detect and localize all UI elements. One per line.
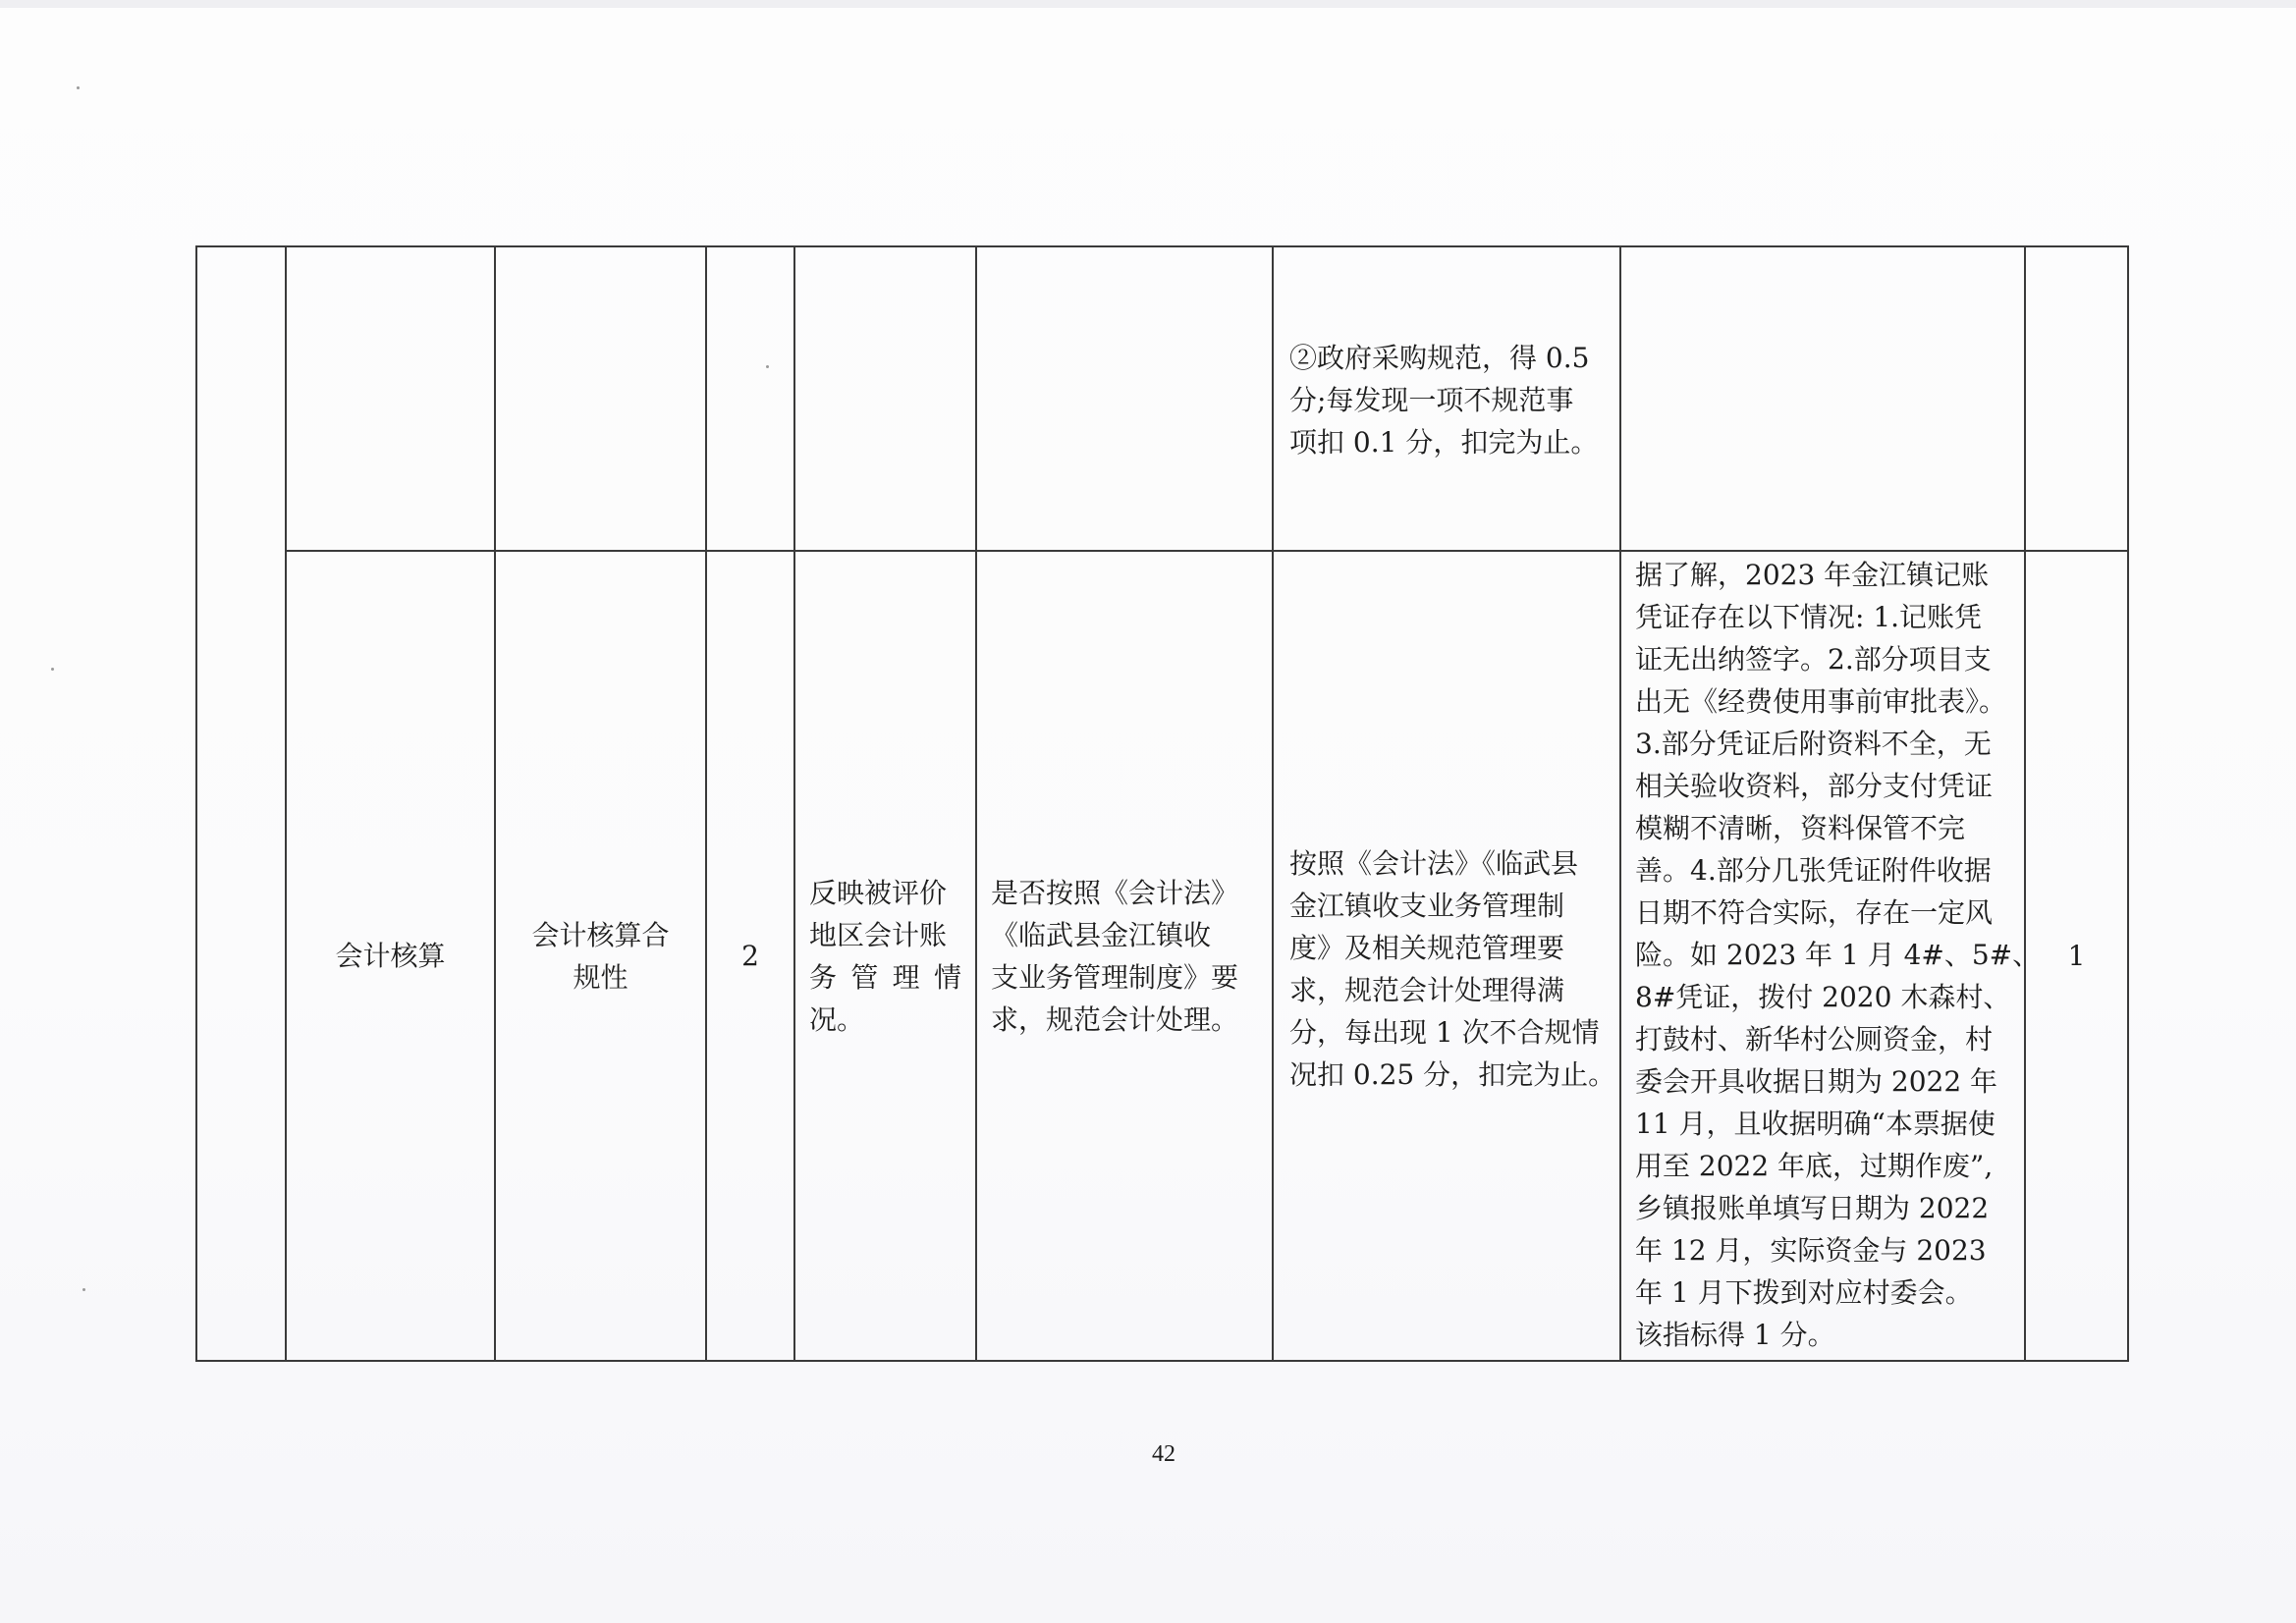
criteria-cell [976, 246, 1273, 551]
findings-cell [1620, 246, 2025, 551]
findings-line: 凭证存在以下情况: 1.记账凭 [1635, 601, 1983, 633]
explanation-line: 务 管 理 情 [809, 960, 961, 994]
scan-speck [82, 1288, 85, 1291]
findings-line: 打鼓村、新华村公厕资金，村 [1635, 1023, 1994, 1055]
findings-line: 11 月，且收据明确“本票据使 [1635, 1108, 1995, 1140]
standard-line: 分，每出现 1 次不合规情 [1289, 1015, 1600, 1049]
scan-speck [77, 86, 80, 89]
findings-line: 证无出纳签字。2.部分项目支 [1635, 643, 1992, 676]
indicator-label: 会计核算合规性 [531, 918, 670, 994]
weight-value: 2 [741, 940, 759, 972]
standard-cell [1273, 246, 1620, 551]
criteria-line: 支业务管理制度》要 [991, 960, 1239, 994]
category-label: 会计核算 [335, 940, 446, 972]
scan-top-edge [0, 0, 2296, 8]
criteria-line: 是否按照《会计法》 [991, 876, 1239, 909]
explanation-line: 地区会计账 [809, 918, 948, 951]
standard-line: 项扣 0.1 分，扣完为止。 [1289, 425, 1599, 459]
findings-line: 3.部分凭证后附资料不全，无 [1635, 728, 1992, 760]
evaluation-table [195, 245, 2129, 1362]
findings-line: 乡镇报账单填写日期为 2022 [1635, 1192, 1990, 1224]
indicator-cell [495, 246, 706, 551]
criteria-cell [976, 551, 1273, 1361]
standard-line: 金江镇收支业务管理制 [1289, 889, 1565, 922]
standard-line: 分;每发现一项不规范事 [1289, 383, 1574, 416]
weight-cell [706, 246, 794, 551]
findings-line: 年 1 月下拨到对应村委会。 [1635, 1276, 1973, 1309]
findings-line: 出无《经费使用事前审批表》。 [1635, 685, 2007, 718]
indicator-cell [495, 551, 706, 1361]
score-value: 1 [2067, 940, 2086, 972]
standard-cell [1273, 551, 1620, 1361]
findings-line: 委会开具收据日期为 2022 年 [1635, 1065, 1998, 1098]
findings-line: 相关验收资料，部分支付凭证 [1635, 770, 1994, 802]
criteria-line: 《临武县金江镇收 [991, 918, 1212, 951]
findings-line: 该指标得 1 分。 [1635, 1319, 1835, 1351]
findings-line: 据了解，2023 年金江镇记账 [1635, 559, 1990, 591]
findings-line: 年 12 月，实际资金与 2023 [1635, 1234, 1987, 1267]
standard-line: 况扣 0.25 分，扣完为止。 [1289, 1057, 1616, 1091]
findings-line: 日期不符合实际，存在一定风 [1635, 896, 1994, 929]
category-cell [286, 246, 495, 551]
findings-line: 模糊不清晰，资料保管不完 [1635, 812, 1966, 844]
explanation-cell [794, 246, 976, 551]
level1-category-cell [196, 246, 286, 1361]
explanation-line: 反映被评价 [809, 876, 948, 909]
scan-speck [51, 668, 54, 671]
standard-line: 度》及相关规范管理要 [1289, 931, 1565, 964]
findings-line: 善。4.部分几张凭证附件收据 [1635, 854, 1992, 887]
explanation-cell [794, 551, 976, 1361]
page-number: 42 [1152, 1441, 1175, 1467]
findings-line: 用至 2022 年底，过期作废”, [1635, 1150, 1994, 1182]
explanation-line: 况。 [809, 1002, 865, 1036]
weight-cell [706, 551, 794, 1361]
score-cell [2025, 246, 2128, 551]
findings-line: 险。如 2023 年 1 月 4#、5#、 [1635, 939, 2041, 971]
standard-line: 求，规范会计处理得满 [1289, 973, 1565, 1006]
criteria-line: 求，规范会计处理。 [991, 1002, 1239, 1036]
findings-cell [1620, 551, 2041, 1361]
findings-line: 8#凭证，拨付 2020 木森村、 [1635, 981, 2011, 1013]
standard-line: 按照《会计法》《临武县 [1289, 846, 1579, 880]
table-row [196, 551, 2128, 1361]
table-row [196, 246, 2128, 551]
standard-line: ②政府采购规范，得 0.5 [1289, 341, 1590, 374]
category-cell [286, 551, 495, 1361]
score-cell [2025, 551, 2128, 1361]
